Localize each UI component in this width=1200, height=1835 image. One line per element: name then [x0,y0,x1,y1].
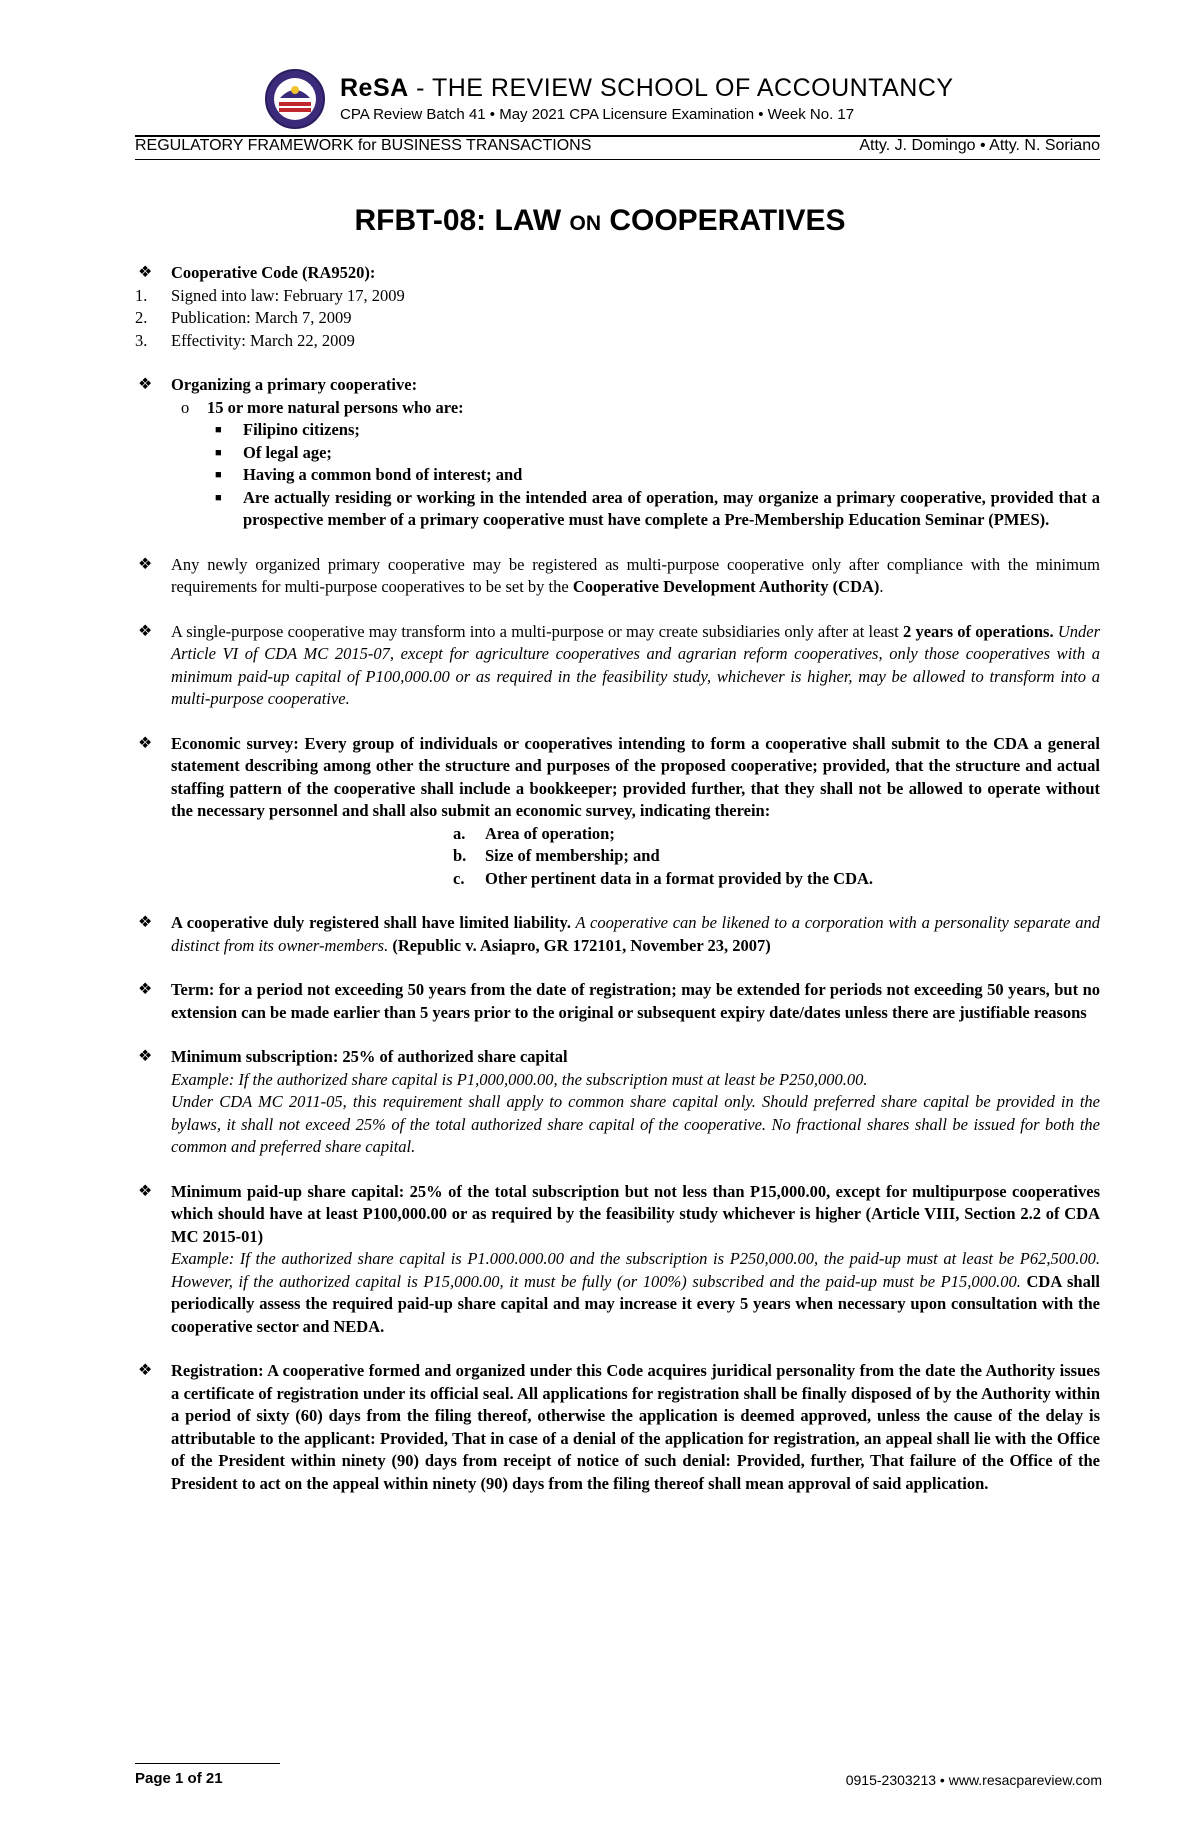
list-item: c. Other pertinent data in a format provided by the CDA. [453,868,874,888]
list-item: 2. Publication: March 7, 2009 [135,308,352,327]
list-item: b. Size of membership; and [453,846,660,865]
diamond-bullet-icon: ❖ [138,555,153,573]
list-item: ■ Are actually residing or working in the intended area of operation, may organize a primary cooperative, provided that a prospective member of a primary cooperative must have complete a Pre-Membership Education Seminar (PMES). [215,487,1100,529]
list-item: 3. Effectivity: March 22, 2009 [135,330,355,350]
diamond-bullet-icon: ❖ [138,1182,153,1200]
contact-info: 0915-2303213 • www.resacpareview.com [845,1772,1102,1788]
section-cooperative-code: ❖ Cooperative Code (RA9520): 1. Signed into law: February 17, 2009 2. Publication: March 7, 2009 3. Effectivity: March 22, 2009 [135,262,1100,352]
document-body [135,262,1100,1517]
list-item: ■ Having a common bond of interest; and [171,464,1100,487]
section-multi-purpose: ❖ Any newly organized primary cooperative may be registered as multi-purpose cooperative only after compliance with the minimum requirements for multi-purpose cooperatives to be set by the Cooperative Development Authority (CDA). [138,554,1100,596]
circle-bullet-icon: o [181,397,190,417]
list-item: a. Area of operation; [453,823,615,843]
resa-logo [264,68,326,130]
page-number: Page 1 of 21 [135,1770,223,1787]
page-title: RFBT-08: LAW ON COOPERATIVES [354,204,846,237]
diamond-bullet-icon: ❖ [138,1362,153,1379]
section-registration: ❖ Registration: A cooperative formed and organized under this Code acquires juridical personality from the date the Authority issues a certificate of registration under its official seal. All applications for registration shall be finally disposed of by the Authority within a period of sixty (60) days from the filing thereof, otherwise the application is deemed approved, unless the cause of the delay is attributable to the applicant: Provided, That in case of a denial of the application for registration, an appeal shall lie with the Office of the President within ninety (90) days from receipt of notice of such denial: Provided, further, That failure of the Office of the President to act on the appeal within ninety (90) days from the filing thereof shall mean approval of said application. [138,1361,1100,1493]
section-limited-liability: ❖ A cooperative duly registered shall have limited liability. A cooperative can be likened to a corporation with a personality separate and distinct from its owner-members. (Republic v. Asiapro, GR 172101, November 23, 2007) [138,913,1100,955]
numbered-list [135,285,1100,353]
diamond-bullet-icon: ❖ [138,981,153,998]
diamond-bullet-icon: ❖ [138,376,153,393]
diamond-bullet-icon: ❖ [138,914,153,931]
batch-line: CPA Review Batch 41 • May 2021 CPA Licensure Examination • Week No. 17 [340,106,855,123]
list-item: ■ Filipino citizens; [171,419,1100,442]
section-minimum-subscription: ❖ Minimum subscription: 25% of authorized share capital Example: If the authorized share capital is P1,000,000.00, the subscription must at least be P250,000.00. Under CDA MC 2011-05, this requirement shall apply to common share capital only. Should preferred share capital be provided in the bylaws, it shall not exceed 25% of the total authorized share capital of the cooperative. No fractional shares shall be issued for both the common and preferred share capital. [138,1047,1100,1156]
subject-label: REGULATORY FRAMEWORK for BUSINESS TRANSACTIONS [135,137,592,154]
footer-divider [135,1763,280,1764]
diamond-bullet-icon: ❖ [138,264,153,281]
subject-bar [135,135,1100,160]
list-item: o 15 or more natural persons who are: [171,397,1100,420]
square-bullet-icon: ■ [215,469,222,481]
square-bullet-icon: ■ [215,446,222,459]
diamond-bullet-icon: ❖ [138,734,153,752]
brand-title: ReSA - THE REVIEW SCHOOL OF ACCOUNTANCY [340,74,954,102]
diamond-bullet-icon: ❖ [138,1048,153,1065]
square-bullet-icon: ■ [215,491,222,504]
lettered-list [171,823,1100,891]
list-item: 1. Signed into law: February 17, 2009 [135,285,405,305]
diamond-bullet-icon: ❖ [138,622,153,640]
square-bullet-icon: ■ [215,424,222,436]
section-paid-up-capital: ❖ Minimum paid-up share capital: 25% of the total subscription but not less than P15,000.00, except for multipurpose cooperatives which should have at least P100,000.00 or as required by the feasibility study whichever is higher (Article VIII, Section 2.2 of CDA MC 2015-01) Example: If the authorized share capital is P1.000.000.00 and the subscription is P250,000.00, the paid-up must at least be P62,500.00. However, if the authorized capital is P15,000.00, it must be fully (or 100%) subscribed and the paid-up must be P15,000.00. CDA shall periodically assess the required paid-up share capital and may increase it every 5 years when necessary upon consultation with the cooperative sector and NEDA. [138,1181,1100,1336]
list-item: ■ Of legal age; [171,442,1100,465]
section-economic-survey: ❖ Economic survey: Every group of individuals or cooperatives intending to form a cooperative shall submit to the CDA a general statement describing among other the structure and purposes of the proposed cooperative; provided, that the structure and actual staffing pattern of the cooperative shall include a bookkeeper; provided further, that they shall not be allowed to operate without the necessary personnel and shall also submit an economic survey, indicating therein: a. Area of operation; b. Size of membership; and c. Other pertinent data in a format provided by the CDA. [135,733,1100,891]
authors-label: Atty. J. Domingo • Atty. N. Soriano [859,137,1100,154]
section-term: ❖ Term: for a period not exceeding 50 years from the date of registration; may be extended for periods not exceeding 50 years, but no extension can be made earlier than 5 years prior to the original or subsequent expiry date/dates unless there are justifiable reasons [138,980,1100,1022]
section-single-purpose: ❖ A single-purpose cooperative may transform into a multi-purpose or may create subsidiaries only after at least 2 years of operations. Under Article VI of CDA MC 2015-07, except for agriculture cooperatives and agrarian reform cooperatives, only those cooperatives with a minimum paid-up capital of P100,000.00 or as required in the feasibility study, whichever is higher, may be allowed to transform into a multi-purpose cooperative. [138,621,1100,708]
section-organizing: ❖ Organizing a primary cooperative: o 15 or more natural persons who are: ■ Filipino citizens; ■ Of legal age; ■ Having a common bond of interest; and ■ Are actually residing or working in the intended area of operation, may organize a primary cooperative, provided that a prospective member of a primary cooperative must have complete a Pre-Membership Education Seminar (PMES). [135,374,1100,532]
